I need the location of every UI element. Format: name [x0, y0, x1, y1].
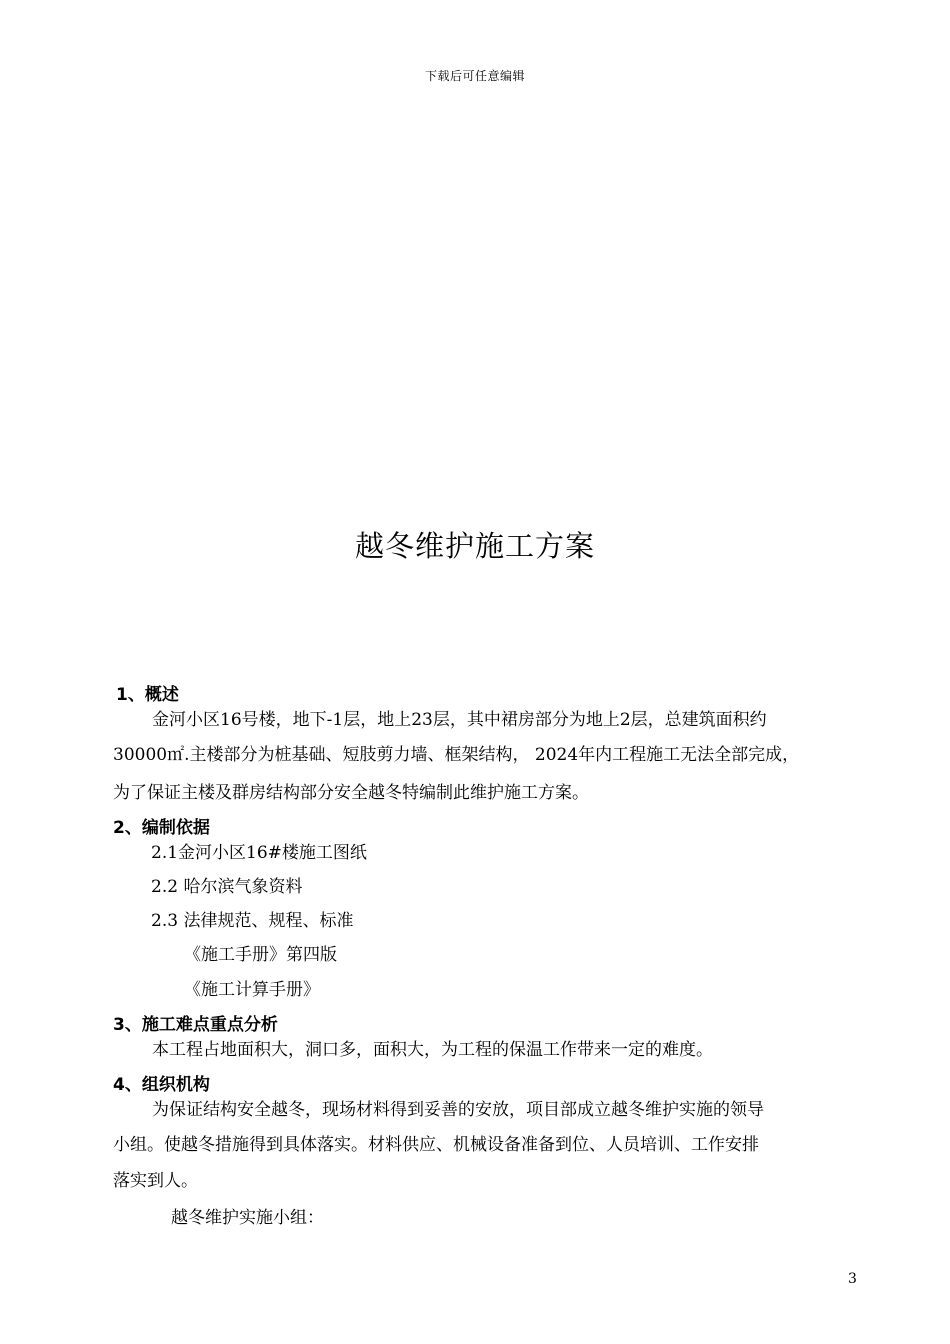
document-title: 越冬维护施工方案 — [354, 529, 595, 563]
section-1-line-2-rest: .主楼部分为桩基础、短肢剪力墙、框架结构， 2024年内工程施工无法全部完成， — [184, 745, 800, 765]
section-1-line-1: 金河小区16号楼，地下-1层，地上23层，其中裙房部分为地上2层，总建筑面积约 — [152, 710, 767, 730]
section-2-item: 2.2 哈尔滨气象资料 — [151, 877, 303, 897]
section-1-line-2 — [113, 740, 799, 765]
section-1-line-3: 为了保证主楼及群房结构部分安全越冬特编制此维护施工方案。 — [113, 783, 589, 803]
section-2-item: 2.1金河小区16#楼施工图纸 — [151, 843, 367, 863]
section-4-line-3: 落实到人。 — [113, 1171, 198, 1191]
section-3-heading: 3、施工难点重点分析 — [113, 1015, 278, 1035]
section-2-reference: 《施工手册》第四版 — [184, 945, 337, 965]
section-3-text: 本工程占地面积大，洞口多，面积大，为工程的保温工作带来一定的难度。 — [152, 1040, 713, 1060]
page-number: 3 — [848, 1271, 857, 1287]
section-4-line-1: 为保证结构安全越冬，现场材料得到妥善的安放，项目部成立越冬维护实施的领导 — [152, 1100, 764, 1120]
section-2-heading: 2、编制依据 — [113, 818, 210, 838]
header-note: 下载后可任意编辑 — [424, 69, 525, 83]
area-value: 30000㎡ — [113, 745, 185, 765]
section-2-item: 2.3 法律规范、规程、标准 — [151, 911, 354, 931]
section-4-heading: 4、组织机构 — [113, 1075, 210, 1095]
group-label: 越冬维护实施小组： — [171, 1208, 324, 1228]
section-4-line-2: 小组。使越冬措施得到具体落实。材料供应、机械设备准备到位、人员培训、工作安排 — [113, 1135, 759, 1155]
section-2-reference: 《施工计算手册》 — [184, 980, 320, 1000]
section-1-heading: 1、概述 — [116, 685, 179, 705]
